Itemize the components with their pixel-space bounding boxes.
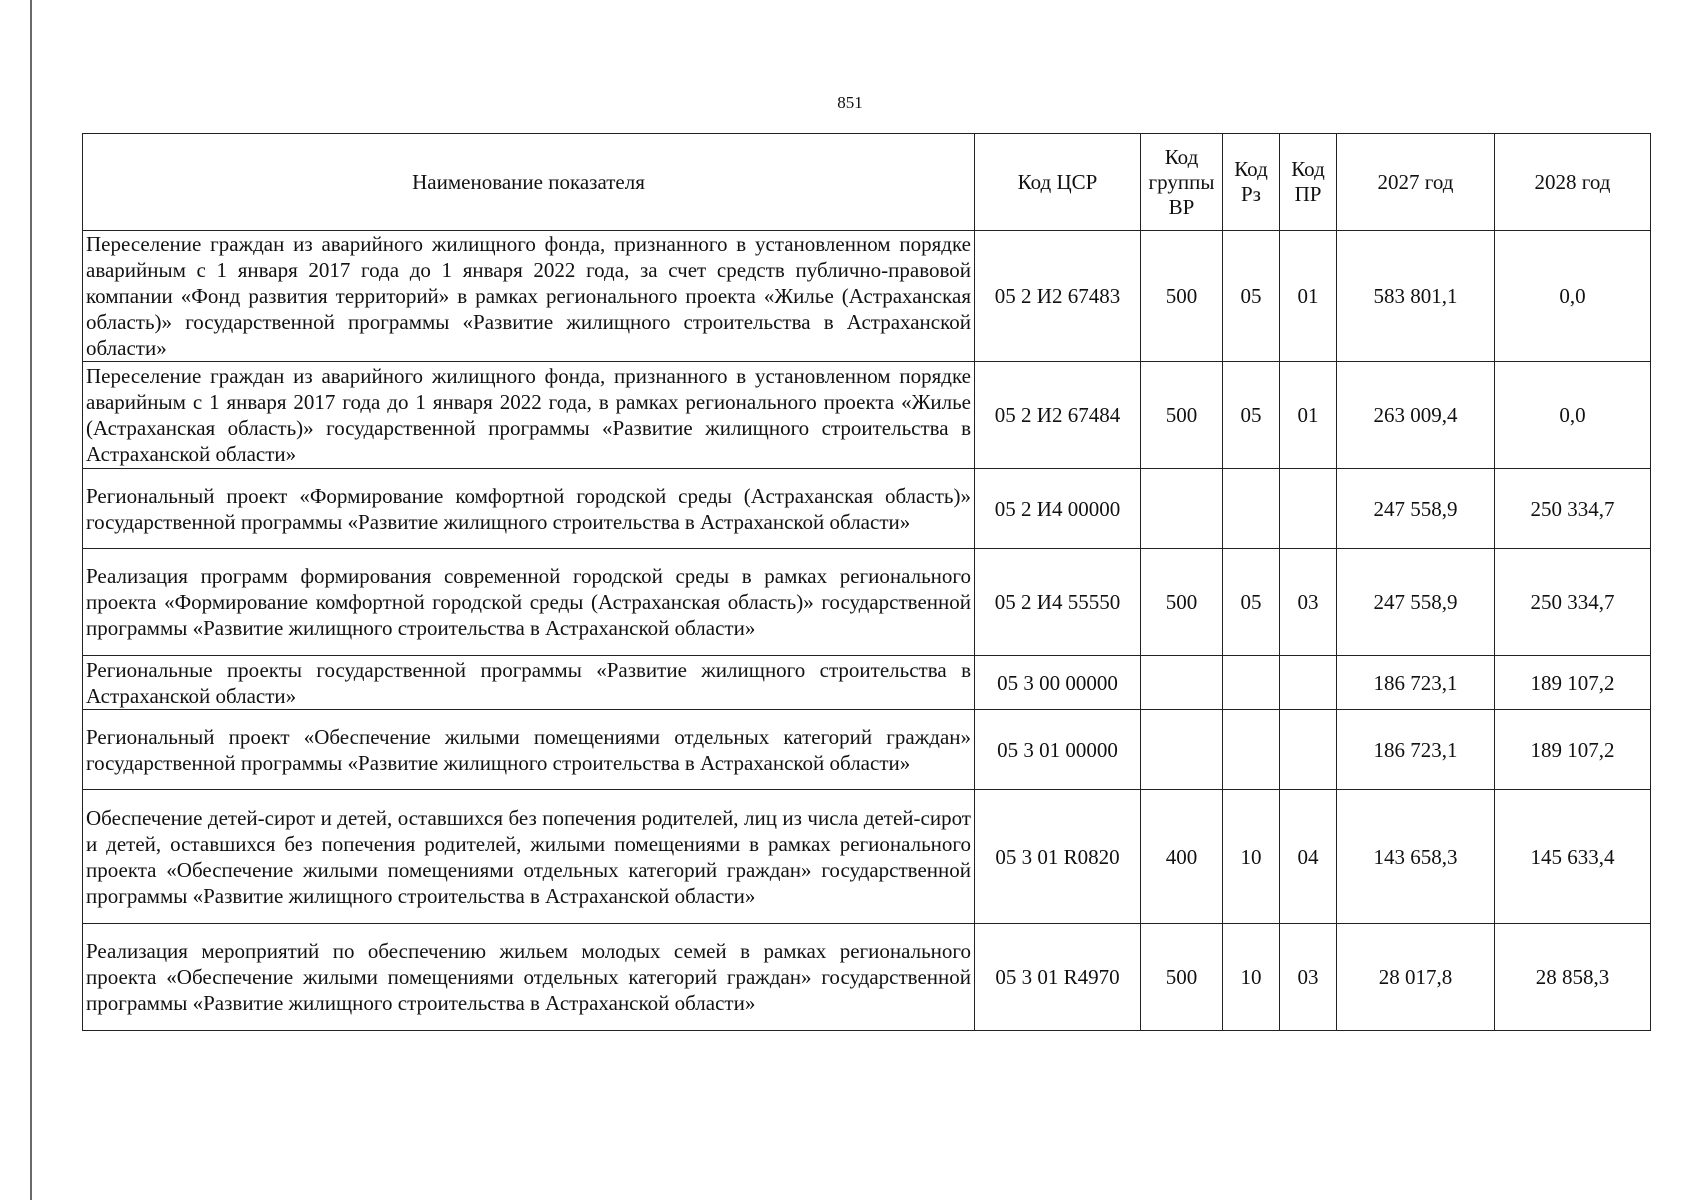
row-2027: 247 558,9 bbox=[1337, 549, 1495, 656]
row-pr: 01 bbox=[1280, 362, 1337, 469]
row-csr: 05 3 00 00000 bbox=[975, 656, 1141, 710]
row-name: Переселение граждан из аварийного жилищного фонда, признанного в установленном порядке аварийным с 1 января 2017 года до 1 января 2022 года, за счет средств публично-правовой компании «Фонд развития территорий» в рамках регионального проекта «Жилье (Астраханская область)» государственной программы «Развитие жилищного строительства в Астраханской области» bbox=[83, 231, 975, 362]
row-csr: 05 2 И2 67484 bbox=[975, 362, 1141, 469]
row-name: Обеспечение детей-сирот и детей, оставшихся без попечения родителей, лиц из числа детей-сирот и детей, оставшихся без попечения родителей, жилыми помещениями в рамках регионального проекта «Обеспечение жилыми помещениями отдельных категорий граждан» государственной программы «Развитие жилищного строительства в Астраханской области» bbox=[83, 790, 975, 924]
row-csr: 05 3 01 00000 bbox=[975, 710, 1141, 790]
table-row bbox=[83, 549, 1651, 656]
row-name: Реализация программ формирования современной городской среды в рамках регионального проекта «Формирование комфортной городской среды (Астраханская область)» государственной программы «Развитие жилищного строительства в Астраханской области» bbox=[83, 549, 975, 656]
table-row bbox=[83, 362, 1651, 469]
header-rz: Код Рз bbox=[1223, 134, 1280, 231]
row-name: Региональные проекты государственной программы «Развитие жилищного строительства в Астраханской области» bbox=[83, 656, 975, 710]
row-2028: 28 858,3 bbox=[1495, 924, 1651, 1031]
row-2028: 0,0 bbox=[1495, 231, 1651, 362]
row-pr: 03 bbox=[1280, 549, 1337, 656]
row-csr: 05 2 И2 67483 bbox=[975, 231, 1141, 362]
table-row bbox=[83, 710, 1651, 790]
row-pr bbox=[1280, 469, 1337, 549]
table-row bbox=[83, 231, 1651, 362]
row-pr bbox=[1280, 710, 1337, 790]
row-2027: 28 017,8 bbox=[1337, 924, 1495, 1031]
row-2027: 583 801,1 bbox=[1337, 231, 1495, 362]
table-row bbox=[83, 656, 1651, 710]
row-vr bbox=[1141, 710, 1223, 790]
row-pr: 03 bbox=[1280, 924, 1337, 1031]
row-pr: 04 bbox=[1280, 790, 1337, 924]
row-name: Реализация мероприятий по обеспечению жильем молодых семей в рамках регионального проекта «Обеспечение жилыми помещениями отдельных категорий граждан» государственной программы «Развитие жилищного строительства в Астраханской области» bbox=[83, 924, 975, 1031]
table-row bbox=[83, 469, 1651, 549]
table-row bbox=[83, 924, 1651, 1031]
row-vr: 500 bbox=[1141, 231, 1223, 362]
row-rz bbox=[1223, 469, 1280, 549]
row-vr bbox=[1141, 469, 1223, 549]
row-2028: 250 334,7 bbox=[1495, 469, 1651, 549]
left-margin-line bbox=[30, 0, 32, 1200]
row-name: Переселение граждан из аварийного жилищного фонда, признанного в установленном порядке аварийным с 1 января 2017 года до 1 января 2022 года, в рамках регионального проекта «Жилье (Астраханская область)» государственной программы «Развитие жилищного строительства в Астраханской области» bbox=[83, 362, 975, 469]
row-name: Региональный проект «Обеспечение жилыми помещениями отдельных категорий граждан» государственной программы «Развитие жилищного строительства в Астраханской области» bbox=[83, 710, 975, 790]
row-2027: 263 009,4 bbox=[1337, 362, 1495, 469]
header-2028: 2028 год bbox=[1495, 134, 1651, 231]
row-csr: 05 2 И4 55550 bbox=[975, 549, 1141, 656]
page-number: 851 bbox=[837, 93, 863, 112]
row-vr: 500 bbox=[1141, 924, 1223, 1031]
row-rz bbox=[1223, 656, 1280, 710]
header-vr: Код группы ВР bbox=[1141, 134, 1223, 231]
row-vr: 500 bbox=[1141, 362, 1223, 469]
header-csr: Код ЦСР bbox=[975, 134, 1141, 231]
header-pr: Код ПР bbox=[1280, 134, 1337, 231]
header-name: Наименование показателя bbox=[83, 134, 975, 231]
row-pr: 01 bbox=[1280, 231, 1337, 362]
table-row bbox=[83, 790, 1651, 924]
row-2027: 143 658,3 bbox=[1337, 790, 1495, 924]
table-header-row bbox=[83, 134, 1651, 231]
row-csr: 05 3 01 R4970 bbox=[975, 924, 1141, 1031]
row-2028: 250 334,7 bbox=[1495, 549, 1651, 656]
row-rz: 05 bbox=[1223, 231, 1280, 362]
row-rz bbox=[1223, 710, 1280, 790]
row-2028: 0,0 bbox=[1495, 362, 1651, 469]
row-csr: 05 2 И4 00000 bbox=[975, 469, 1141, 549]
row-2028: 145 633,4 bbox=[1495, 790, 1651, 924]
row-rz: 10 bbox=[1223, 790, 1280, 924]
budget-table bbox=[82, 133, 1651, 1031]
row-pr bbox=[1280, 656, 1337, 710]
row-csr: 05 3 01 R0820 bbox=[975, 790, 1141, 924]
row-2028: 189 107,2 bbox=[1495, 710, 1651, 790]
row-vr bbox=[1141, 656, 1223, 710]
row-vr: 400 bbox=[1141, 790, 1223, 924]
row-vr: 500 bbox=[1141, 549, 1223, 656]
row-rz: 10 bbox=[1223, 924, 1280, 1031]
row-2027: 186 723,1 bbox=[1337, 710, 1495, 790]
row-2028: 189 107,2 bbox=[1495, 656, 1651, 710]
row-2027: 247 558,9 bbox=[1337, 469, 1495, 549]
row-rz: 05 bbox=[1223, 362, 1280, 469]
header-2027: 2027 год bbox=[1337, 134, 1495, 231]
row-rz: 05 bbox=[1223, 549, 1280, 656]
row-name: Региональный проект «Формирование комфортной городской среды (Астраханская область)» государственной программы «Развитие жилищного строительства в Астраханской области» bbox=[83, 469, 975, 549]
row-2027: 186 723,1 bbox=[1337, 656, 1495, 710]
